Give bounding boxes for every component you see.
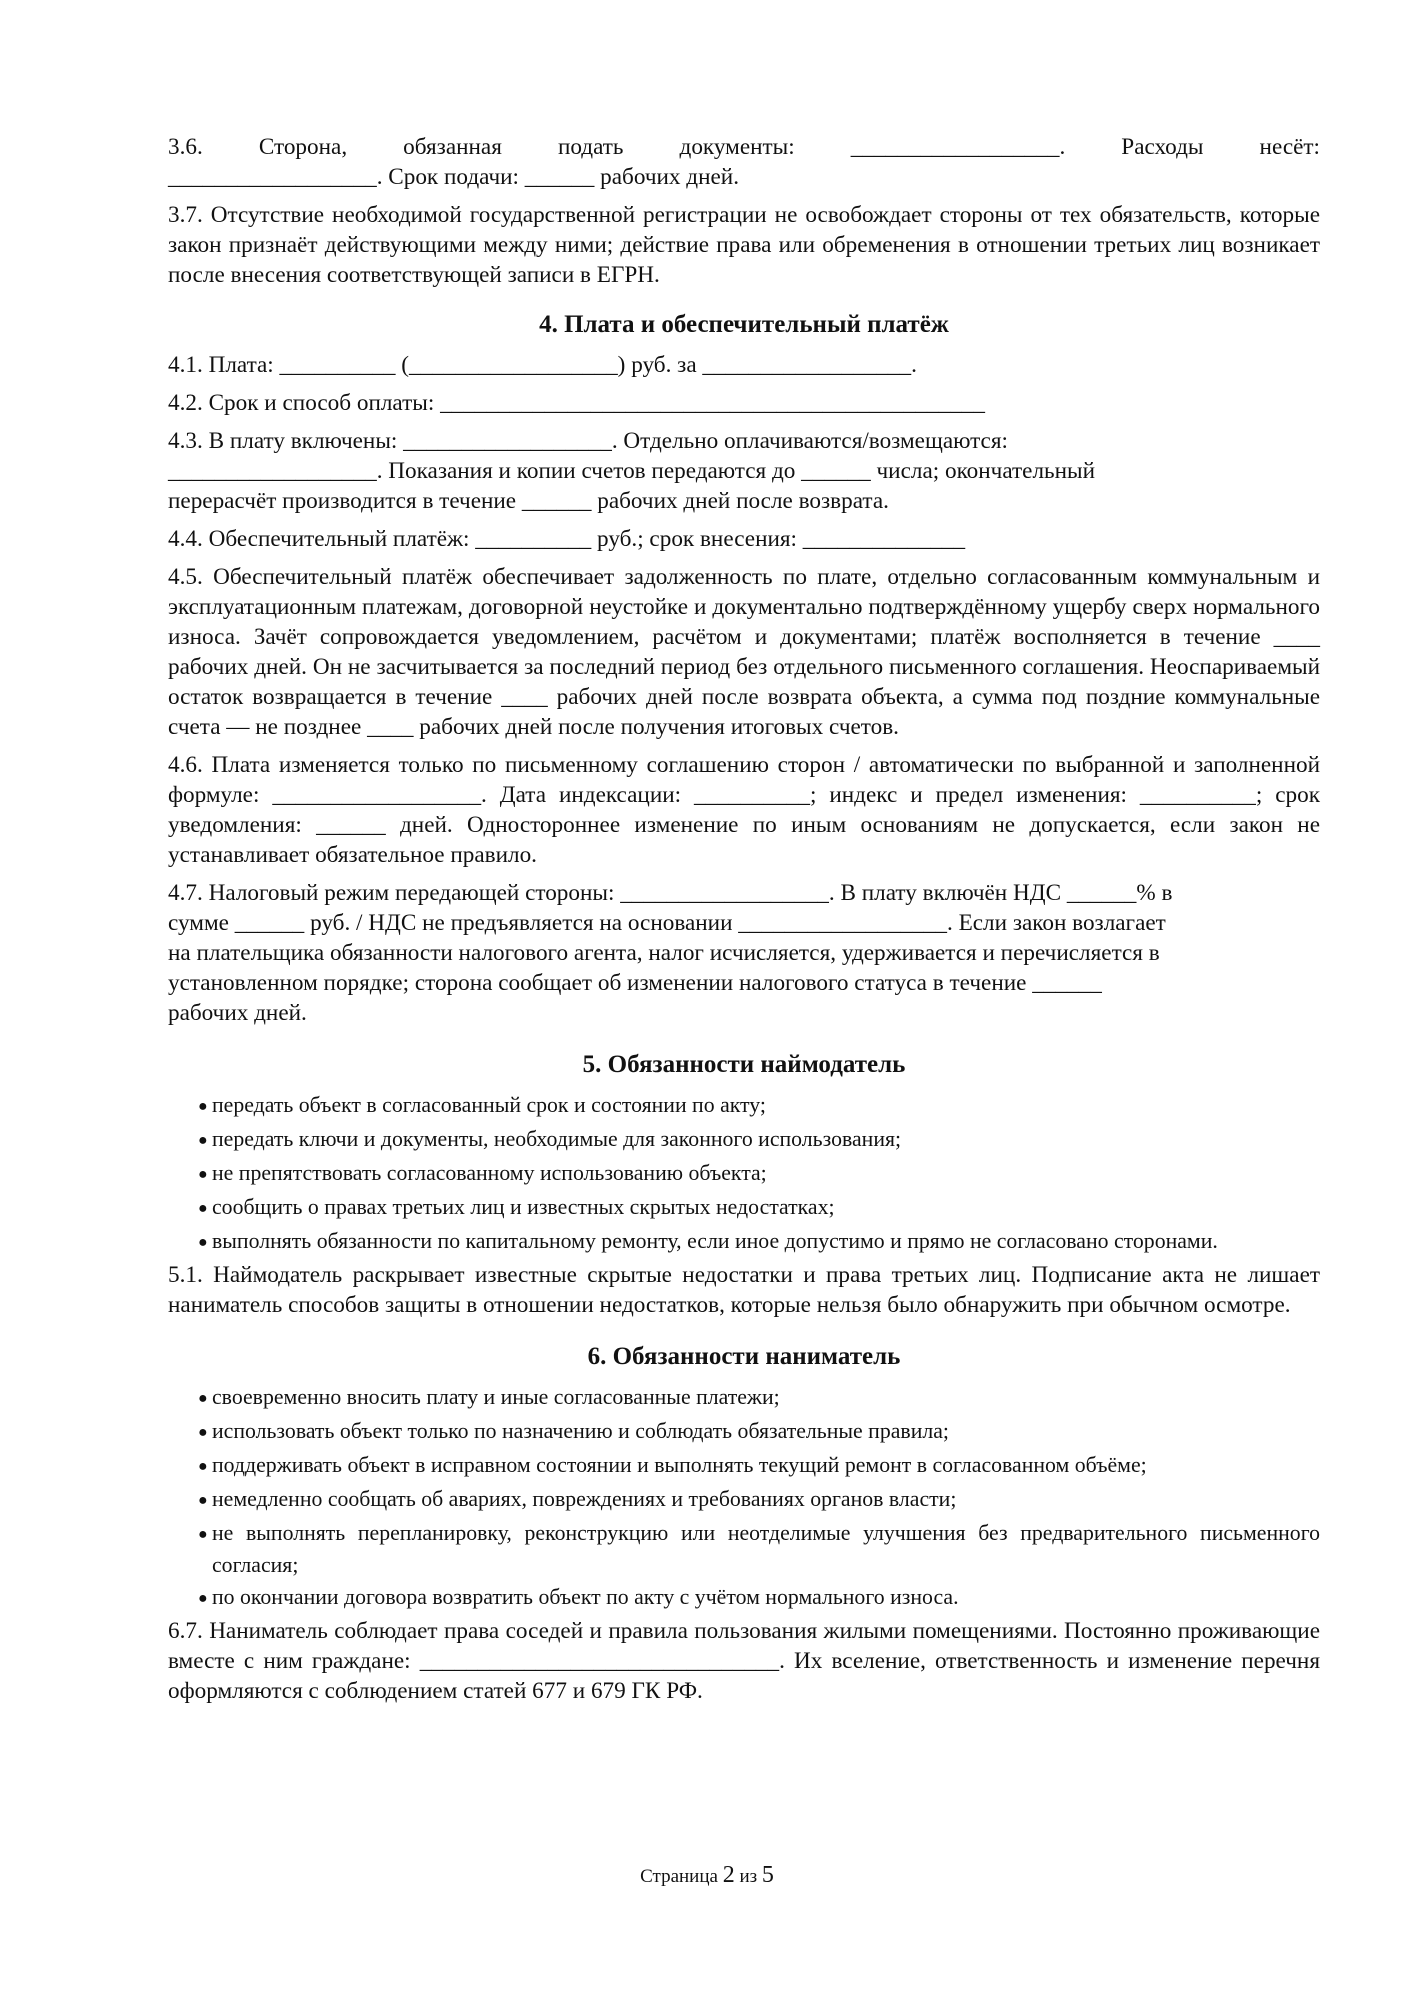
- page-sep: из: [739, 1866, 758, 1887]
- page-current: 2: [722, 1862, 735, 1888]
- document-page: [168, 132, 1320, 1714]
- bullet-icon: ●: [198, 1590, 208, 1607]
- list-item: ● не выполнять перепланировку, реконструкцию или неотделимые улучшения без предварительного письменного согласия;: [198, 1521, 1320, 1577]
- bullet-icon: ●: [198, 1166, 208, 1183]
- section-4-heading: 4. Плата и обеспечительный платёж: [539, 311, 949, 338]
- bullet-icon: ●: [198, 1492, 208, 1509]
- clause-4-2: 4.2. Срок и способ оплаты: _______________________________________________: [168, 390, 985, 416]
- list-item: ● по окончании договора возвратить объект по акту с учётом нормального износа.: [168, 1582, 1320, 1614]
- bullet-icon: ●: [198, 1098, 208, 1115]
- list-item: ● своевременно вносить плату и иные согласованные платежи;: [168, 1382, 1320, 1414]
- clause-3-7: 3.7. Отсутствие необходимой государственной регистрации не освобождает стороны от тех обязательств, которые закон признаёт действующими между ними; действие права или обременения в отношении третьих лиц возникает после внесения соответствующей записи в ЕГРН.: [168, 202, 1320, 288]
- clause-4-3-line-1: 4.3. В плату включены: __________________. Отдельно оплачиваются/возмещаются:: [168, 428, 1008, 454]
- clause-4-3-line-3: перерасчёт производится в течение ______ рабочих дней после возврата.: [168, 488, 889, 514]
- clause-4-4: 4.4. Обеспечительный платёж: __________ руб.; срок внесения: ______________: [168, 526, 966, 552]
- list-item: ● передать объект в согласованный срок и состоянии по акту;: [168, 1090, 1320, 1122]
- clause-4-7-line-5: рабочих дней.: [168, 1000, 307, 1026]
- landlord-duties-list: [168, 1090, 1320, 1258]
- clause-4-7: [168, 878, 1320, 1028]
- clause-6-7: 6.7. Наниматель соблюдает права соседей и правила пользования жилыми помещениями. Постоянно проживающие вместе с ним граждане: _______________________________. Их вселение, ответственность и изменение перечня оформляются с соблюдением статей 677 и 679 ГК РФ.: [168, 1618, 1320, 1704]
- bullet-icon: ●: [198, 1132, 208, 1149]
- bullet-icon: ●: [198, 1390, 208, 1407]
- list-item: ● не препятствовать согласованному использованию объекта;: [168, 1158, 1320, 1190]
- list-item: ● использовать объект только по назначению и соблюдать обязательные правила;: [168, 1416, 1320, 1448]
- clause-4-7-line-4: установленном порядке; сторона сообщает об изменении налогового статуса в течение ______: [168, 970, 1102, 996]
- clause-4-5: 4.5. Обеспечительный платёж обеспечивает задолженность по плате, отдельно согласованным коммунальным и эксплуатационным платежам, договорной неустойке и документально подтверждённому ущербу сверх нормального износа. Зачёт сопровождается уведомлением, расчётом и документами; платёж восполняется в течение ____ рабочих дней. Он не засчитывается за последний период без отдельного письменного соглашения. Неоспариваемый остаток возвращается в течение ____ рабочих дней после возврата объекта, а сумма под поздние коммунальные счета — не позднее ____ рабочих дней после получения итоговых счетов.: [168, 564, 1320, 740]
- clause-3-6: 3.6. Сторона, обязанная подать документы: __________________. Расходы несёт:: [168, 134, 1320, 160]
- clause-3-6-cont: __________________. Срок подачи: ______ рабочих дней.: [168, 164, 740, 190]
- bullet-icon: ●: [198, 1424, 208, 1441]
- section-5-heading: 5. Обязанности наймодатель: [582, 1051, 906, 1078]
- page-label: Страница: [640, 1866, 718, 1887]
- clause-4-3-line-2: __________________. Показания и копии счетов передаются до ______ числа; окончательный: [168, 458, 1095, 484]
- bullet-icon: ●: [198, 1458, 208, 1475]
- page-total: 5: [761, 1862, 774, 1888]
- list-item: ● выполнять обязанности по капитальному ремонту, если иное допустимо и прямо не согласовано сторонами.: [168, 1226, 1320, 1258]
- tenant-duties-list: [168, 1382, 1320, 1614]
- bullet-icon: ●: [198, 1200, 208, 1217]
- list-item: ● сообщить о правах третьих лиц и известных скрытых недостатках;: [168, 1192, 1320, 1224]
- list-item: ● немедленно сообщать об авариях, повреждениях и требованиях органов власти;: [168, 1484, 1320, 1516]
- clause-4-7-line-2: сумме ______ руб. / НДС не предъявляется на основании __________________. Если закон возлагает: [168, 910, 1166, 936]
- clause-5-1: 5.1. Наймодатель раскрывает известные скрытые недостатки и права третьих лиц. Подписание акта не лишает наниматель способов защиты в отношении недостатков, которые нельзя было обнаружить при обычном осмотре.: [168, 1262, 1320, 1318]
- bullet-icon: ●: [198, 1526, 208, 1543]
- bullet-icon: ●: [198, 1234, 208, 1251]
- list-item: ● передать ключи и документы, необходимые для законного использования;: [168, 1124, 1320, 1156]
- list-item: ● поддерживать объект в исправном состоянии и выполнять текущий ремонт в согласованном объёме;: [168, 1450, 1320, 1482]
- clause-4-7-line-1: 4.7. Налоговый режим передающей стороны: __________________. В плату включён НДС ______% в: [168, 880, 1173, 906]
- page-footer: [0, 1862, 1414, 1889]
- clause-4-1: 4.1. Плата: __________ (__________________) руб. за __________________.: [168, 352, 917, 378]
- clause-4-7-line-3: на плательщика обязанности налогового агента, налог исчисляется, удерживается и перечисляется в: [168, 940, 1160, 966]
- section-6-heading: 6. Обязанности наниматель: [587, 1343, 901, 1370]
- clause-4-3: [168, 426, 1320, 516]
- clause-4-6: 4.6. Плата изменяется только по письменному соглашению сторон / автоматически по выбранной и заполненной формуле: __________________. Дата индексации: __________; индекс и предел изменения: __________; срок уведомления: ______ дней. Одностороннее изменение по иным основаниям не допускается, если закон не устанавливает обязательное правило.: [168, 752, 1320, 868]
